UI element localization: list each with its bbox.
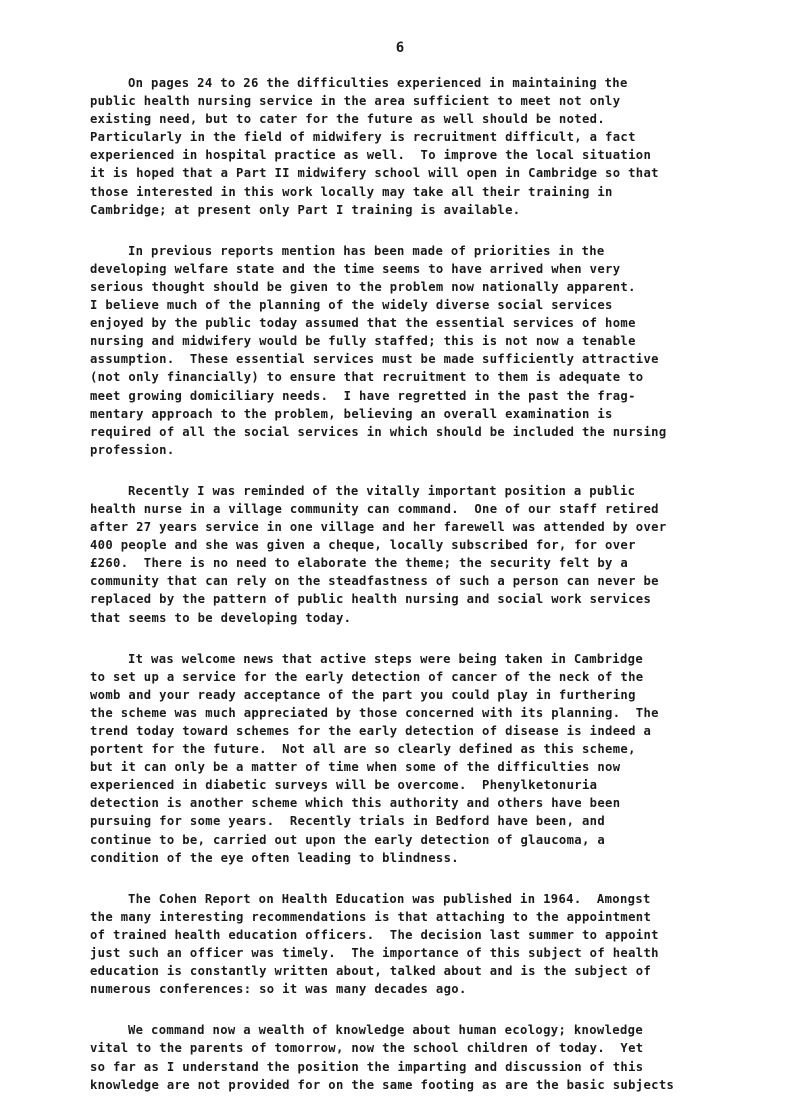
text-line: pursuing for some years. Recently trials in Bedford have been, and bbox=[90, 814, 606, 829]
text-line: We command now a wealth of knowledge about human ecology; knowledge bbox=[128, 1023, 644, 1038]
text-line: trend today toward schemes for the early detection of disease is indeed a bbox=[90, 724, 652, 738]
text-line: enjoyed by the public today assumed that the essential services of home bbox=[90, 316, 636, 331]
text-line: knowledge are not provided for on the same footing as are the basic subjects bbox=[90, 1077, 675, 1092]
body-text bbox=[90, 74, 795, 1117]
text-line: education is constantly written about, talked about and is the subject of bbox=[90, 964, 652, 979]
text-line: so far as I understand the position the imparting and discussion of this bbox=[90, 1059, 644, 1074]
text-line: developing welfare state and the time seems to have arrived when very bbox=[90, 261, 621, 276]
paragraph-cohen-report bbox=[90, 890, 795, 999]
text-line: those interested in this work locally may take all their training in bbox=[90, 184, 613, 199]
text-line: womb and your ready acceptance of the part you could play in furthering bbox=[90, 687, 636, 702]
text-line: just such an officer was timely. The importance of this subject of health bbox=[90, 946, 659, 961]
paragraph-priorities bbox=[90, 242, 795, 459]
text-line: £260. There is no need to elaborate the theme; the security felt by a bbox=[90, 556, 629, 571]
text-line: existing need, but to cater for the future as well should be noted. bbox=[90, 112, 606, 127]
paragraph-human-ecology bbox=[90, 1021, 795, 1093]
page-number: 6 bbox=[395, 40, 405, 56]
paragraph-midwifery-recruitment bbox=[90, 74, 795, 219]
text-line: after 27 years service in one village and her farewell was attended by over bbox=[90, 520, 667, 535]
text-line: Particularly in the field of midwifery is recruitment difficult, a fact bbox=[90, 130, 636, 145]
text-line: Recently I was reminded of the vitally important position a public bbox=[128, 483, 636, 498]
text-line: condition of the eye often leading to blindness. bbox=[90, 850, 459, 865]
text-line: required of all the social services in which should be included the nursing bbox=[90, 424, 667, 439]
text-line: the scheme was much appreciated by those concerned with its planning. The bbox=[90, 705, 659, 720]
text-line: meet growing domiciliary needs. I have regretted in the past the frag- bbox=[90, 388, 636, 403]
text-line: Cambridge; at present only Part I training is available. bbox=[90, 202, 521, 217]
text-line: It was welcome news that active steps were being taken in Cambridge bbox=[128, 651, 644, 666]
text-line: assumption. These essential services must be made sufficiently attractive bbox=[90, 352, 659, 367]
text-line: continue to be, carried out upon the early detection of glaucoma, a bbox=[90, 832, 606, 847]
text-line: mentary approach to the problem, believing an overall examination is bbox=[90, 406, 613, 421]
text-line: I believe much of the planning of the widely diverse social services bbox=[90, 298, 613, 313]
text-line: health nurse in a village community can command. One of our staff retired bbox=[90, 501, 659, 516]
text-line: community that can rely on the steadfastness of such a person can never be bbox=[90, 574, 659, 589]
text-line: public health nursing service in the area sufficient to meet not only bbox=[90, 94, 621, 109]
text-line: but it can only be a matter of time when some of the difficulties now bbox=[90, 760, 621, 775]
text-line: that seems to be developing today. bbox=[90, 610, 352, 625]
paragraph-village-nurse bbox=[90, 482, 795, 627]
text-line: the many interesting recommendations is that attaching to the appointment bbox=[90, 909, 652, 924]
text-line: On pages 24 to 26 the difficulties experienced in maintaining the bbox=[128, 76, 628, 90]
text-line: experienced in diabetic surveys will be overcome. Phenylketonuria bbox=[90, 778, 598, 793]
text-line: nursing and midwifery would be fully staffed; this is not now a tenable bbox=[90, 334, 636, 349]
paragraph-early-detection bbox=[90, 650, 795, 867]
text-line: profession. bbox=[90, 442, 175, 457]
text-line: experienced in hospital practice as well. To improve the local situation bbox=[90, 148, 652, 163]
text-line: portent for the future. Not all are so clearly defined as this scheme, bbox=[90, 742, 636, 757]
text-line: to set up a service for the early detection of cancer of the neck of the bbox=[90, 669, 644, 684]
text-line: The Cohen Report on Health Education was published in 1964. Amongst bbox=[128, 891, 651, 906]
text-line: it is hoped that a Part II midwifery school will open in Cambridge so that bbox=[90, 166, 659, 181]
text-line: detection is another scheme which this authority and others have been bbox=[90, 796, 621, 811]
text-line: 400 people and she was given a cheque, locally subscribed for, for over bbox=[90, 538, 636, 553]
text-line: serious thought should be given to the problem now nationally apparent. bbox=[90, 279, 636, 294]
text-line: of trained health education officers. The decision last summer to appoint bbox=[90, 927, 659, 942]
text-line: In previous reports mention has been made of priorities in the bbox=[128, 243, 605, 258]
text-line: vital to the parents of tomorrow, now the school children of today. Yet bbox=[90, 1041, 644, 1056]
text-line: numerous conferences: so it was many decades ago. bbox=[90, 982, 467, 997]
text-line: replaced by the pattern of public health nursing and social work services bbox=[90, 592, 652, 607]
text-line: (not only financially) to ensure that recruitment to them is adequate to bbox=[90, 370, 644, 385]
